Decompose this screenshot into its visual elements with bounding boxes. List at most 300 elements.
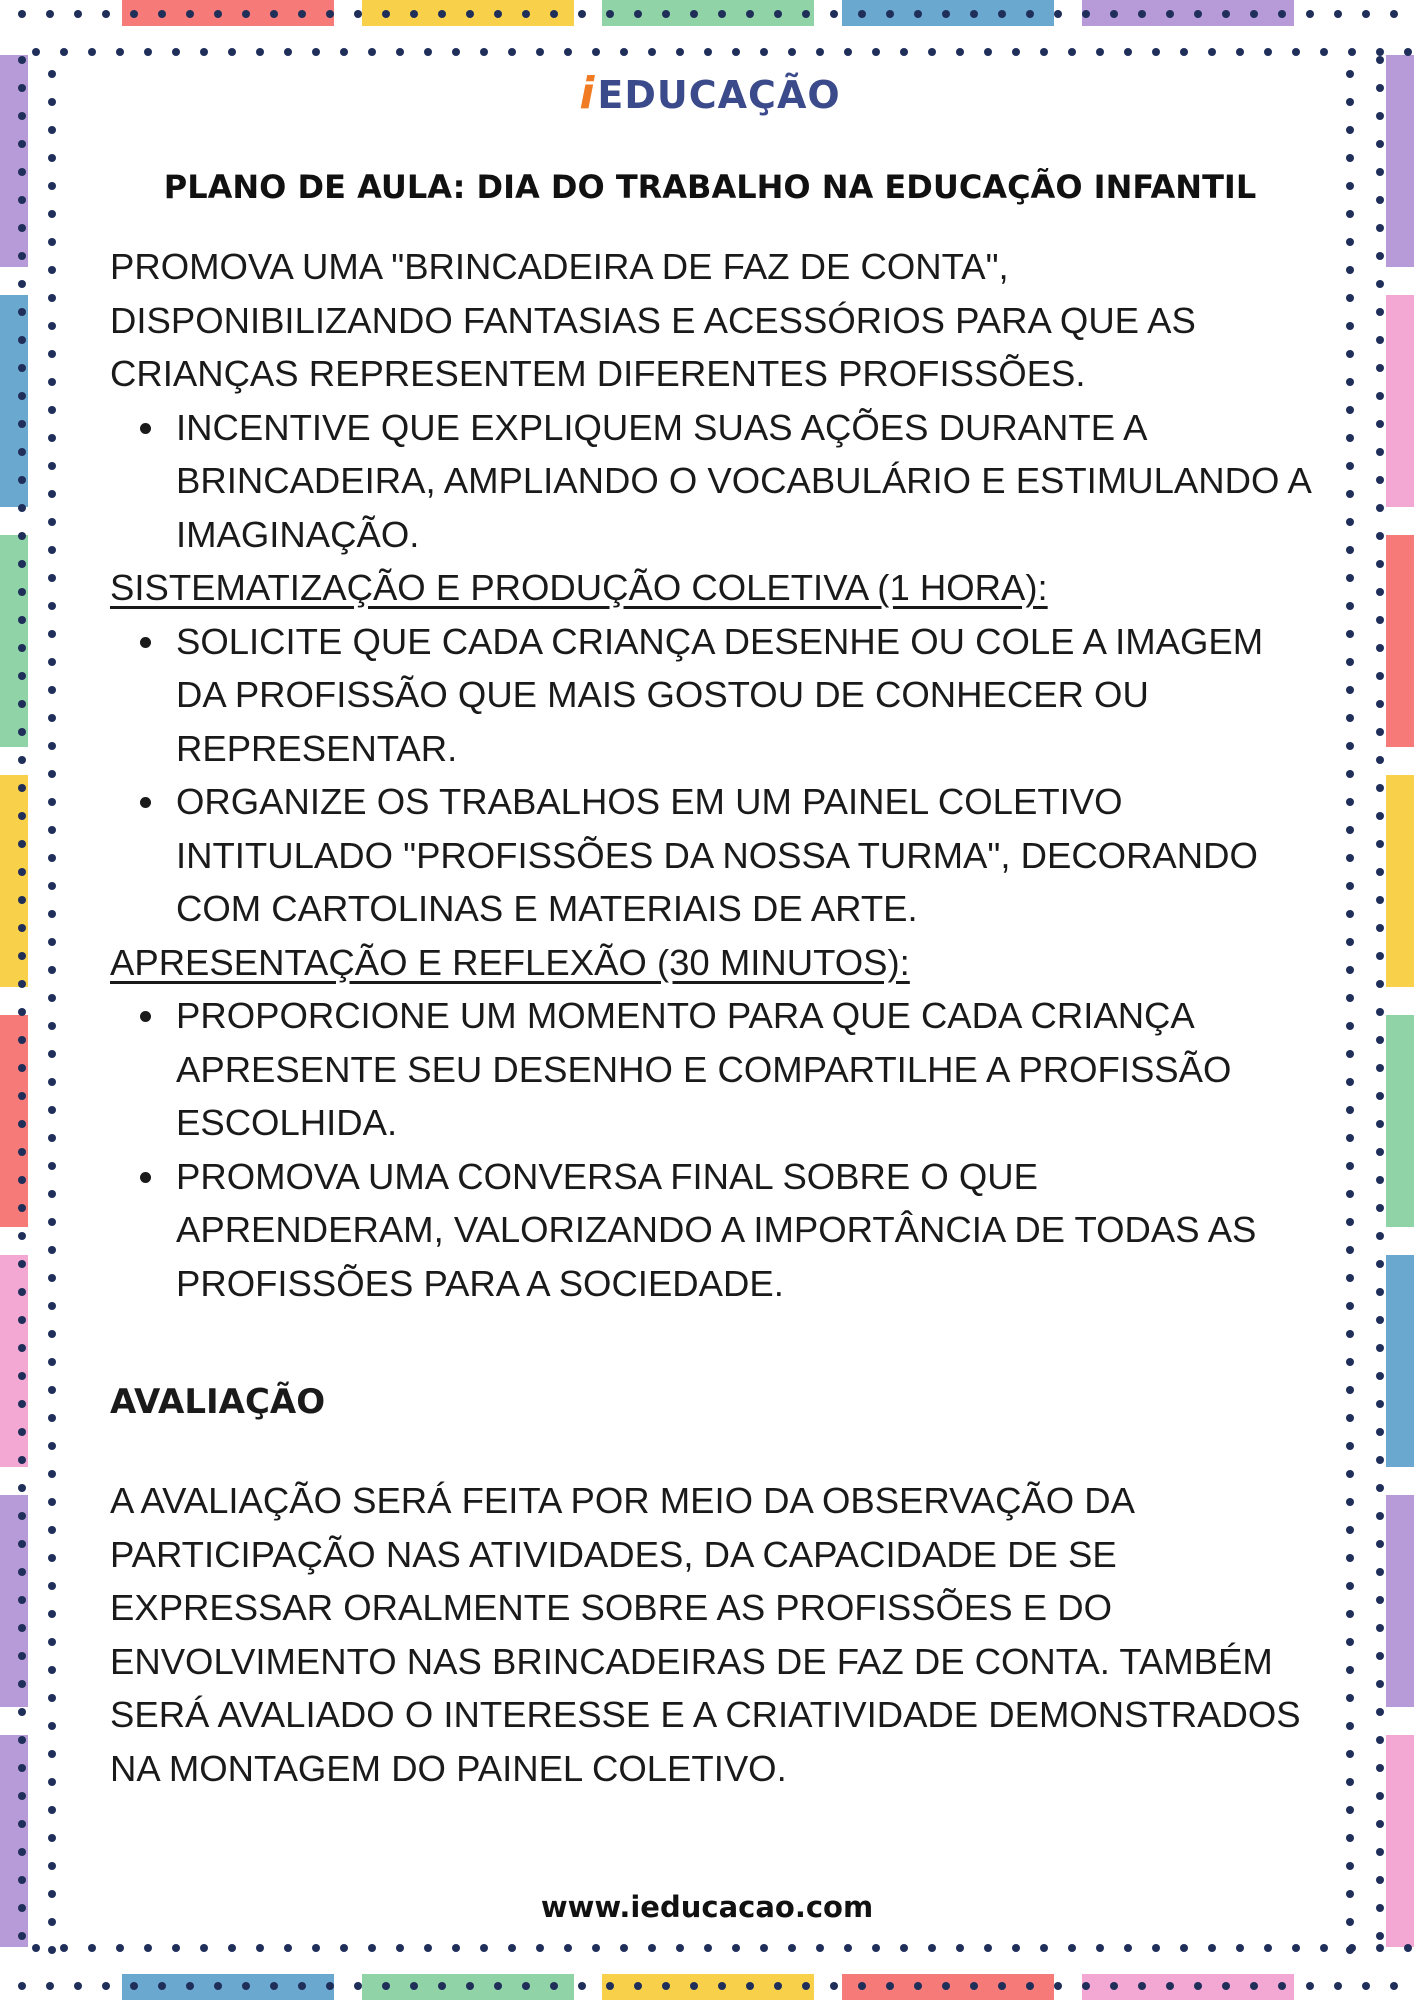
border-dot (48, 686, 56, 694)
border-dot (48, 546, 56, 554)
border-dot (1376, 728, 1384, 736)
border-dot (886, 1982, 894, 1990)
border-dot (48, 1330, 56, 1338)
border-dot (956, 48, 964, 56)
border-dot (802, 1982, 810, 1990)
border-dot (1320, 1944, 1328, 1952)
border-dot (1346, 1274, 1354, 1282)
border-tab-right (1386, 55, 1414, 267)
border-dot (18, 252, 26, 260)
border-dot (1346, 1330, 1354, 1338)
border-dot (1346, 798, 1354, 806)
border-dot (158, 10, 166, 18)
border-dot (900, 1944, 908, 1952)
border-dot (1376, 476, 1384, 484)
border-dot (48, 462, 56, 470)
border-dot (1082, 1982, 1090, 1990)
border-dot (634, 1982, 642, 1990)
border-dot (256, 1944, 264, 1952)
border-dot (942, 10, 950, 18)
border-dot (298, 1982, 306, 1990)
border-dot (284, 48, 292, 56)
border-dot (662, 1982, 670, 1990)
border-dot (1404, 1944, 1412, 1952)
border-dot (172, 48, 180, 56)
border-dot (1346, 966, 1354, 974)
border-dot (1040, 1944, 1048, 1952)
border-dot (1376, 644, 1384, 652)
border-dot (1166, 1982, 1174, 1990)
border-dot (1376, 1064, 1384, 1072)
border-dot (1292, 1944, 1300, 1952)
border-dot (1180, 1944, 1188, 1952)
border-dot (1346, 602, 1354, 610)
border-dot (1194, 10, 1202, 18)
border-dot (18, 1792, 26, 1800)
border-dot (186, 10, 194, 18)
list-item: PROMOVA UMA CONVERSA FINAL SOBRE O QUE APRENDERAM, VALORIZANDO A IMPORTÂNCIA DE TODAS AS PROFISSÕES PARA A SOCIEDADE. (110, 1150, 1310, 1311)
border-dot (48, 1246, 56, 1254)
border-dot (1376, 252, 1384, 260)
border-dot (18, 280, 26, 288)
border-dot (872, 1944, 880, 1952)
border-dot (48, 490, 56, 498)
border-dot (620, 48, 628, 56)
border-dot (1376, 532, 1384, 540)
border-dot (326, 1982, 334, 1990)
border-dot (1376, 588, 1384, 596)
border-dot (620, 1944, 628, 1952)
border-dot (88, 1944, 96, 1952)
border-dot (1026, 1982, 1034, 1990)
border-dot (494, 10, 502, 18)
border-dot (1026, 10, 1034, 18)
border-dot (984, 48, 992, 56)
border-dot (830, 10, 838, 18)
border-dot (1208, 48, 1216, 56)
border-dot (1346, 546, 1354, 554)
border-dot (1376, 112, 1384, 120)
border-dot (18, 504, 26, 512)
border-dot (172, 1944, 180, 1952)
border-dot (578, 10, 586, 18)
border-dot (1222, 1982, 1230, 1990)
border-dot (1376, 1316, 1384, 1324)
border-dot (18, 812, 26, 820)
border-dot (48, 826, 56, 834)
border-dot (396, 1944, 404, 1952)
border-dot (928, 48, 936, 56)
border-dot (1346, 1778, 1354, 1786)
border-dot (984, 1944, 992, 1952)
border-dot (1376, 308, 1384, 316)
border-dot (998, 10, 1006, 18)
border-dot (368, 48, 376, 56)
border-dot (48, 294, 56, 302)
border-dot (802, 10, 810, 18)
border-dot (74, 1982, 82, 1990)
border-dot (18, 1456, 26, 1464)
border-dot (1376, 1400, 1384, 1408)
border-tab-top (602, 0, 814, 26)
border-dot (48, 1442, 56, 1450)
border-dot (48, 1778, 56, 1786)
border-dot (1082, 10, 1090, 18)
border-dot (214, 1982, 222, 1990)
border-dot (48, 1022, 56, 1030)
border-dot (18, 1400, 26, 1408)
border-dot (18, 728, 26, 736)
border-dot (1346, 1134, 1354, 1142)
border-dot (1376, 1596, 1384, 1604)
border-dot (1376, 1148, 1384, 1156)
border-dot (48, 1274, 56, 1282)
border-dot (1376, 1736, 1384, 1744)
border-dot (18, 1596, 26, 1604)
border-dot (690, 1982, 698, 1990)
border-dot (18, 56, 26, 64)
border-dot (1376, 1372, 1384, 1380)
border-dot (1138, 1982, 1146, 1990)
border-dot (1376, 504, 1384, 512)
border-dot (18, 1736, 26, 1744)
sistematizacao-bullet-list (110, 615, 1310, 936)
border-dot (662, 10, 670, 18)
border-dot (858, 1982, 866, 1990)
border-dot (18, 308, 26, 316)
border-dot (1346, 98, 1354, 106)
border-dot (1376, 1848, 1384, 1856)
border-dot (1250, 1982, 1258, 1990)
border-dot (18, 1876, 26, 1884)
border-dot (1376, 48, 1384, 56)
border-dot (18, 1176, 26, 1184)
brand-logo (110, 68, 1310, 138)
border-dot (48, 210, 56, 218)
border-dot (1346, 910, 1354, 918)
border-dot (18, 1288, 26, 1296)
border-dot (1346, 1862, 1354, 1870)
border-dot (1376, 896, 1384, 904)
border-tab-bottom (602, 1974, 814, 2000)
border-dot (48, 1806, 56, 1814)
border-dot (1346, 938, 1354, 946)
border-tab-right (1386, 1255, 1414, 1467)
border-dot (1278, 10, 1286, 18)
border-dot (1124, 1944, 1132, 1952)
border-dot (788, 1944, 796, 1952)
border-dot (48, 378, 56, 386)
border-dot (1376, 364, 1384, 372)
border-dot (1320, 48, 1328, 56)
border-dot (1124, 48, 1132, 56)
border-dot (1346, 1694, 1354, 1702)
border-dot (1346, 1358, 1354, 1366)
border-dot (1376, 1176, 1384, 1184)
border-dot (18, 336, 26, 344)
border-dot (48, 910, 56, 918)
border-tab-left (0, 295, 28, 507)
border-dot (1346, 126, 1354, 134)
section-heading-apresentacao: APRESENTAÇÃO E REFLEXÃO (30 MINUTOS): (110, 941, 910, 983)
border-dot (998, 1982, 1006, 1990)
border-dot (1376, 840, 1384, 848)
border-dot (18, 364, 26, 372)
border-dot (48, 238, 56, 246)
border-dot (354, 10, 362, 18)
border-dot (1264, 48, 1272, 56)
border-dot (1376, 1484, 1384, 1492)
border-dot (18, 1260, 26, 1268)
border-dot (564, 48, 572, 56)
border-dot (704, 48, 712, 56)
border-dot (1346, 518, 1354, 526)
border-dot (18, 1344, 26, 1352)
border-dot (1376, 1428, 1384, 1436)
border-dot (130, 1982, 138, 1990)
border-dot (872, 48, 880, 56)
border-dot (18, 1316, 26, 1324)
border-dot (1346, 210, 1354, 218)
border-dot (144, 1944, 152, 1952)
border-dot (494, 1982, 502, 1990)
border-dot (48, 966, 56, 974)
border-tab-right (1386, 1495, 1414, 1707)
border-dot (48, 1162, 56, 1170)
border-dot (48, 1554, 56, 1562)
border-dot (1376, 1652, 1384, 1660)
border-dot (60, 48, 68, 56)
border-dot (18, 1036, 26, 1044)
border-dot (1346, 1946, 1354, 1954)
border-dot (578, 1982, 586, 1990)
border-dot (18, 1092, 26, 1100)
border-dot (46, 1982, 54, 1990)
border-dot (1376, 1512, 1384, 1520)
border-dot (48, 1582, 56, 1590)
border-dot (144, 48, 152, 56)
border-dot (48, 1050, 56, 1058)
border-dot (18, 1120, 26, 1128)
border-dot (48, 1498, 56, 1506)
border-dot (48, 1302, 56, 1310)
border-dot (18, 1512, 26, 1520)
border-dot (1346, 574, 1354, 582)
border-dot (396, 48, 404, 56)
border-dot (18, 224, 26, 232)
border-dot (48, 1862, 56, 1870)
border-dot (48, 98, 56, 106)
border-dot (18, 868, 26, 876)
border-dot (900, 48, 908, 56)
border-dot (508, 1944, 516, 1952)
border-dot (200, 1944, 208, 1952)
border-dot (1376, 1092, 1384, 1100)
border-dot (1346, 630, 1354, 638)
intro-bullet-list (110, 401, 1310, 562)
border-dot (844, 48, 852, 56)
border-dot (1362, 1982, 1370, 1990)
border-dot (18, 1932, 26, 1940)
border-dot (928, 1944, 936, 1952)
border-dot (690, 10, 698, 18)
border-dot (298, 10, 306, 18)
border-dot (732, 48, 740, 56)
border-dot (1346, 686, 1354, 694)
list-item: SOLICITE QUE CADA CRIANÇA DESENHE OU COLE A IMAGEM DA PROFISSÃO QUE MAIS GOSTOU DE CONHECER OU REPRESENTAR. (110, 615, 1310, 776)
border-dot (718, 10, 726, 18)
border-dot (340, 48, 348, 56)
border-dot (1376, 336, 1384, 344)
border-dot (1346, 742, 1354, 750)
border-dot (1376, 1288, 1384, 1296)
border-tab-right (1386, 775, 1414, 987)
border-dot (48, 630, 56, 638)
border-dot (1346, 658, 1354, 666)
border-dot (1376, 1204, 1384, 1212)
border-dot (1376, 1792, 1384, 1800)
border-dot (1346, 854, 1354, 862)
border-dot (1346, 714, 1354, 722)
border-dot (48, 1526, 56, 1534)
list-item: PROPORCIONE UM MOMENTO PARA QUE CADA CRIANÇA APRESENTE SEU DESENHO E COMPARTILHE A PROFISSÃO ESCOLHIDA. (110, 989, 1310, 1150)
border-dot (732, 1944, 740, 1952)
border-dot (1346, 266, 1354, 274)
border-dot (102, 10, 110, 18)
border-dot (1346, 406, 1354, 414)
border-dot (1346, 882, 1354, 890)
border-dot (1376, 1120, 1384, 1128)
border-dot (942, 1982, 950, 1990)
border-dot (1346, 350, 1354, 358)
border-dot (1346, 462, 1354, 470)
border-dot (1376, 1540, 1384, 1548)
border-dot (1376, 924, 1384, 932)
border-dot (1376, 868, 1384, 876)
border-dot (1138, 10, 1146, 18)
border-dot (200, 48, 208, 56)
border-dot (1376, 224, 1384, 232)
border-dot (1346, 1582, 1354, 1590)
border-tab-right (1386, 1015, 1414, 1227)
border-dot (48, 854, 56, 862)
border-dot (312, 48, 320, 56)
border-dot (1068, 1944, 1076, 1952)
border-dot (326, 10, 334, 18)
border-dot (1376, 1932, 1384, 1940)
border-dot (1376, 1764, 1384, 1772)
border-dot (550, 1982, 558, 1990)
border-dot (48, 1638, 56, 1646)
border-dot (760, 1944, 768, 1952)
border-dot (1376, 616, 1384, 624)
border-dot (48, 350, 56, 358)
border-dot (18, 840, 26, 848)
border-dot (1346, 994, 1354, 1002)
border-dot (48, 1694, 56, 1702)
border-dot (1346, 490, 1354, 498)
border-dot (466, 10, 474, 18)
border-dot (18, 756, 26, 764)
border-dot (18, 980, 26, 988)
border-dot (886, 10, 894, 18)
border-dot (1376, 672, 1384, 680)
logo-text: EDUCAÇÃO (597, 73, 841, 117)
border-dot (1346, 1610, 1354, 1618)
border-dot (116, 48, 124, 56)
border-dot (18, 532, 26, 540)
border-dot (1012, 1944, 1020, 1952)
border-dot (1376, 700, 1384, 708)
border-dot (242, 10, 250, 18)
border-dot (18, 168, 26, 176)
border-dot (48, 1106, 56, 1114)
border-dot (1152, 48, 1160, 56)
border-dot (228, 1944, 236, 1952)
intro-paragraph: PROMOVA UMA "BRINCADEIRA DE FAZ DE CONTA", DISPONIBILIZANDO FANTASIAS E ACESSÓRIOS PARA QUE AS CRIANÇAS REPRESENTEM DIFERENTES PROFISSÕES. (110, 246, 1196, 394)
border-dot (1362, 10, 1370, 18)
border-dot (1390, 10, 1398, 18)
border-dot (1012, 48, 1020, 56)
border-dot (48, 1946, 56, 1954)
border-dot (18, 924, 26, 932)
border-dot (284, 1944, 292, 1952)
border-dot (648, 1944, 656, 1952)
border-dot (634, 10, 642, 18)
border-dot (1376, 1624, 1384, 1632)
border-dot (1194, 1982, 1202, 1990)
border-dot (1376, 952, 1384, 960)
border-dot (48, 1386, 56, 1394)
border-dot (1348, 48, 1356, 56)
evaluation-heading: AVALIAÇÃO (110, 1382, 326, 1422)
border-dot (48, 602, 56, 610)
border-dot (1376, 1036, 1384, 1044)
border-dot (844, 1944, 852, 1952)
list-item: INCENTIVE QUE EXPLIQUEM SUAS AÇÕES DURANTE A BRINCADEIRA, AMPLIANDO O VOCABULÁRIO E ESTIMULANDO A IMAGINAÇÃO. (110, 401, 1310, 562)
border-dot (1376, 1876, 1384, 1884)
border-dot (1346, 70, 1354, 78)
border-dot (648, 48, 656, 56)
border-dot (760, 48, 768, 56)
border-dot (48, 1134, 56, 1142)
page-content (110, 60, 1310, 1795)
border-dot (676, 1944, 684, 1952)
border-dot (816, 1944, 824, 1952)
border-dot (1180, 48, 1188, 56)
border-dot (1346, 770, 1354, 778)
border-dot (1346, 1022, 1354, 1030)
border-dot (1376, 56, 1384, 64)
border-dot (1346, 1498, 1354, 1506)
border-dot (1376, 196, 1384, 204)
border-dot (18, 1652, 26, 1660)
border-dot (48, 182, 56, 190)
border-dot (746, 10, 754, 18)
border-dot (1376, 140, 1384, 148)
footer-website-link[interactable]: www.ieducacao.com (540, 1890, 874, 1924)
border-dot (1110, 10, 1118, 18)
border-dot (536, 48, 544, 56)
border-dot (116, 1944, 124, 1952)
border-dot (214, 10, 222, 18)
border-dot (18, 1624, 26, 1632)
border-dot (18, 896, 26, 904)
border-dot (48, 882, 56, 890)
border-dot (424, 48, 432, 56)
border-dot (1376, 420, 1384, 428)
border-dot (32, 1944, 40, 1952)
